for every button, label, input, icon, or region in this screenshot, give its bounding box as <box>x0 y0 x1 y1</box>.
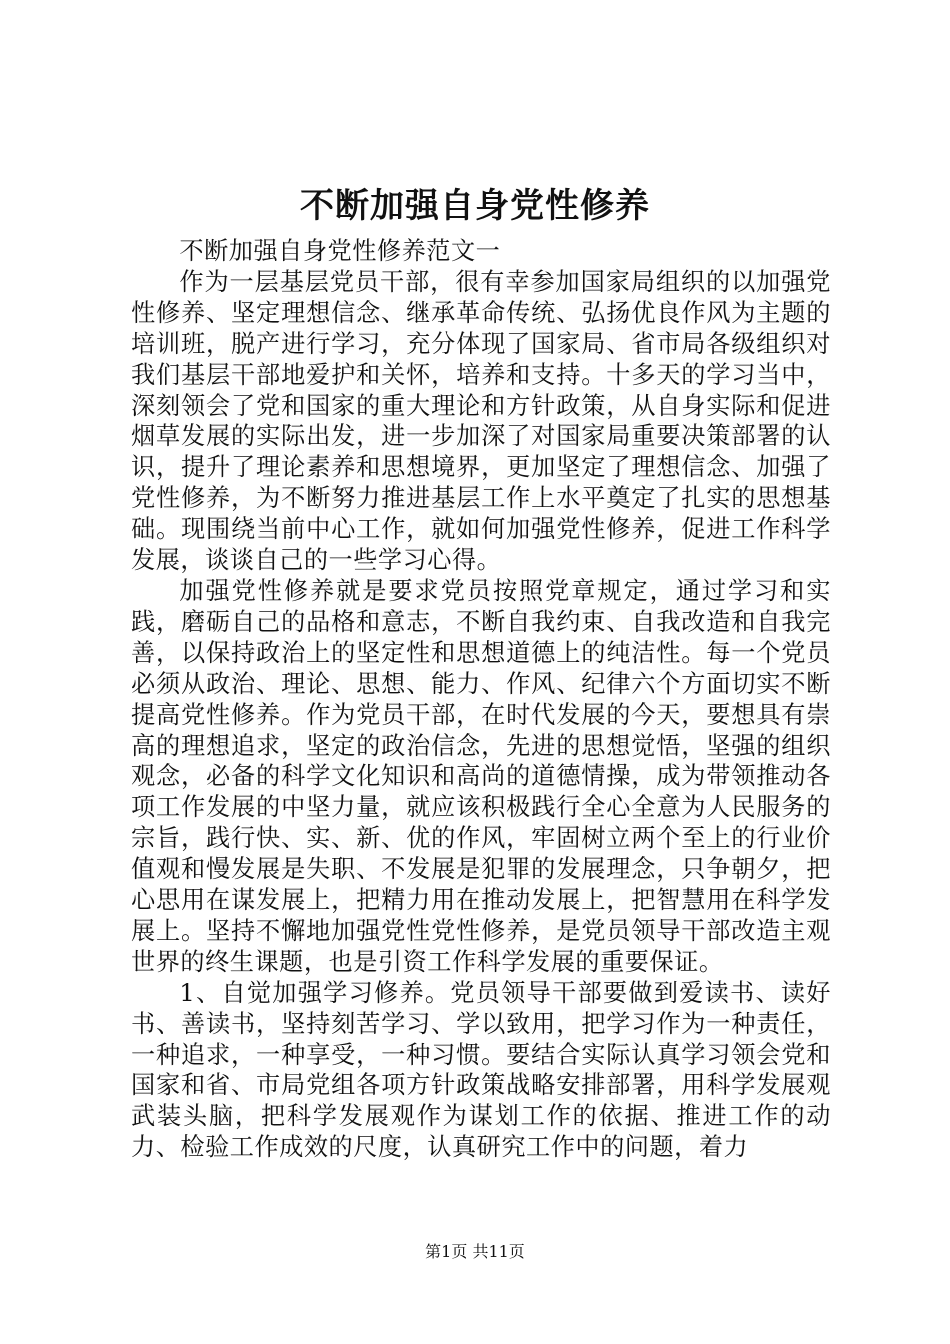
page-footer: 第1页 共11页 <box>425 1242 525 1261</box>
body-paragraph: 1、自觉加强学习修养。党员领导干部要做到爱读书、读好书、善读书，坚持刻苦学习、学以致用，把学习作为一种责任，一种追求，一种享受，一种习惯。要结合实际认真学习领会党和国家和省、市局党组各项方针政策战略安排部署，用科学发展观武装头脑，把科学发展观作为谋划工作的依据、推进工作的动力、检验工作成效的尺度，认真研究工作中的问题，着力 <box>131 978 831 1162</box>
document-body <box>131 236 831 1163</box>
body-paragraph: 作为一层基层党员干部，很有幸参加国家局组织的以加强党性修养、坚定理想信念、继承革命传统、弘扬优良作风为主题的培训班，脱产进行学习，充分体现了国家局、省市局各级组织对我们基层干部地爱护和关怀，培养和支持。十多天的学习当中，深刻领会了党和国家的重大理论和方针政策，从自身实际和促进烟草发展的实际出发，进一步加深了对国家局重要决策部署的认识，提升了理论素养和思想境界，更加坚定了理想信念、加强了党性修养，为不断努力推进基层工作上水平奠定了扎实的思想基础。现围绕当前中心工作，就如何加强党性修养，促进工作科学发展，谈谈自己的一些学习心得。 <box>131 267 831 575</box>
document-title: 不断加强自身党性修养 <box>300 186 650 226</box>
body-paragraph: 加强党性修养就是要求党员按照党章规定，通过学习和实践，磨砺自己的品格和意志，不断自我约束、自我改造和自我完善，以保持政治上的坚定性和思想道德上的纯洁性。每一个党员必须从政治、理论、思想、能力、作风、纪律六个方面切实不断提高党性修养。作为党员干部，在时代发展的今天，要想具有崇高的理想追求，坚定的政治信念，先进的思想觉悟，坚强的组织观念，必备的科学文化知识和高尚的道德情操，成为带领推动各项工作发展的中坚力量，就应该积极践行全心全意为人民服务的宗旨，践行快、实、新、优的作风，牢固树立两个至上的行业价值观和慢发展是失职、不发展是犯罪的发展理念，只争朝夕，把心思用在谋发展上，把精力用在推动发展上，把智慧用在科学发展上。坚持不懈地加强党性党性修养，是党员领导干部改造主观世界的终生课题，也是引资工作科学发展的重要保证。 <box>131 576 831 976</box>
subtitle-paragraph: 不断加强自身党性修养范文一 <box>179 237 501 265</box>
